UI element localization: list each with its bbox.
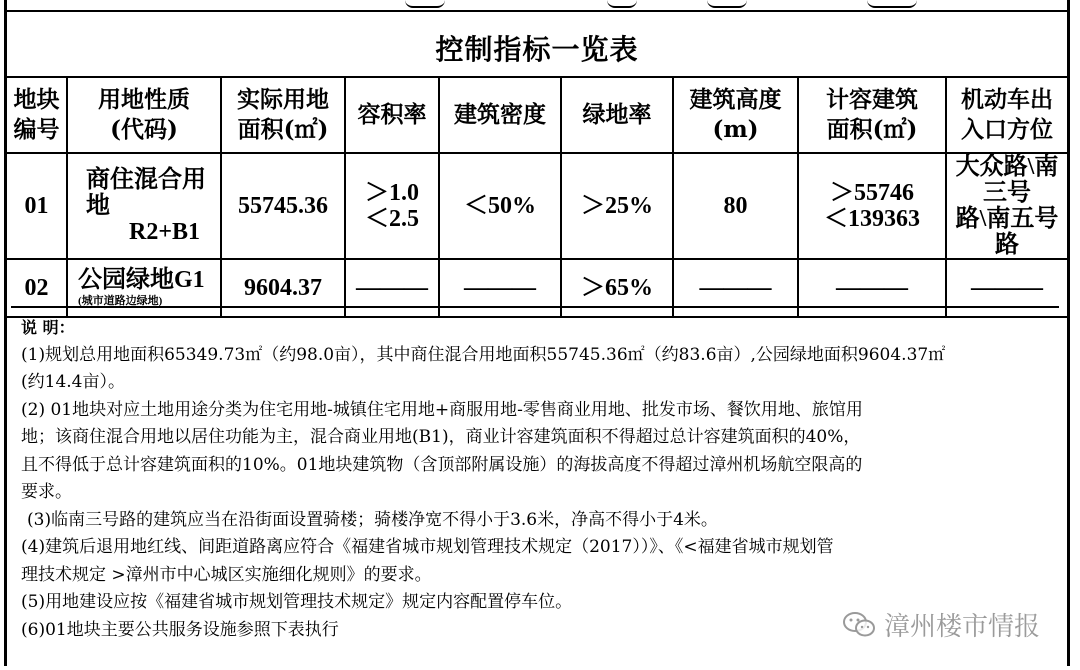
note-2-cont: 地；该商住混合用地以居住功能为主，混合商业用地(B1)，商业计容建筑面积不得超过总计容建筑面积的40%， (21, 427, 861, 447)
header-vehicle-entry: 机动车出 入口方位 (946, 77, 1067, 153)
header-density: 建筑密度 (439, 77, 561, 153)
cell-density: ——— (439, 259, 561, 317)
cell-green-ratio: ＞25% (561, 153, 673, 259)
header-row (7, 77, 1067, 153)
note-3: (3)临南三号路的建筑应当在沿街面设置骑楼；骑楼净宽不得小于3.6米，净高不得小于4米。 (27, 509, 718, 530)
cropped-glyph (707, 0, 747, 8)
cell-gfa: ＞55746 ＜139363 (798, 153, 946, 259)
note-2-cont: 要求。 (21, 482, 72, 502)
header-actual-area: 实际用地 面积(㎡) (221, 77, 345, 153)
control-index-table (7, 76, 1067, 342)
header-plot-no: 地块 编号 (7, 77, 67, 153)
wechat-watermark (836, 604, 1046, 645)
watermark-text: 漳州楼市情报 (884, 612, 1041, 642)
header-green-ratio: 绿地率 (561, 77, 673, 153)
wechat-icon (842, 611, 876, 639)
cell-gfa: ——— (798, 259, 946, 317)
cell-vehicle-entry: 大众路\南三号 路\南五号路 (946, 153, 1067, 259)
cell-plot-no: 01 (7, 153, 67, 259)
table-row (7, 153, 1067, 259)
cell-far: ——— (345, 259, 439, 317)
cell-vehicle-entry: ——— (946, 259, 1067, 317)
cropped-glyph (405, 0, 445, 8)
cell-area: 55745.36 (221, 153, 345, 259)
note-6: (6)01地块主要公共服务设施参照下表执行 (21, 619, 339, 640)
cell-height: 80 (673, 153, 798, 259)
cell-far: ＞1.0 ＜2.5 (345, 153, 439, 259)
cell-area: 9604.37 (221, 259, 345, 317)
note-2: (2) 01地块对应土地用途分类为住宅用地-城镇住宅用地+商服用地-零售商业用地、批发市场、餐饮用地、旅馆用 (21, 399, 863, 420)
note-1-cont: (约14.4亩）。 (21, 372, 125, 392)
table-title: 控制指标一览表 (435, 33, 639, 66)
cell-density: ＜50% (439, 153, 561, 259)
document-frame (4, 0, 1070, 666)
top-partial-row (7, 0, 1067, 10)
cell-height: ——— (673, 259, 798, 317)
notes-heading: 说 明： (21, 318, 75, 337)
note-4-cont: 理技术规定 >漳州市中心城区实施细化规则》的要求。 (21, 564, 432, 585)
note-5: (5)用地建设应按《福建省城市规划管理技术规定》规定内容配置停车位。 (21, 592, 573, 612)
header-far: 容积率 (345, 77, 439, 153)
cell-green-ratio: ＞65% (561, 259, 673, 317)
cell-land-use: 公园绿地G1 (城市道路边绿地) (67, 259, 221, 317)
cell-land-use: 商住混合用地 R2+B1 (67, 153, 221, 259)
table-title-row (7, 10, 1067, 76)
cropped-glyph (867, 0, 917, 8)
header-land-use: 用地性质 (代码) (67, 77, 221, 153)
cropped-glyph (607, 0, 637, 8)
note-4: (4)建筑后退用地红线、间距道路离应符合《福建省城市规划管理技术规定（2017））》、《<福建省城市规划管 (21, 537, 834, 557)
header-building-height: 建筑高度 (m) (673, 77, 798, 153)
note-1: (1)规划总用地面积65349.73㎡（约98.0亩），其中商住混合用地面积55745.36㎡（约83.6亩）,公园绿地面积9604.37㎡ (21, 344, 946, 365)
cell-plot-no: 02 (7, 259, 67, 317)
header-gfa: 计容建筑 面积(㎡) (798, 77, 946, 153)
note-2-cont: 且不得低于总计容建筑面积的10%。01地块建筑物（含顶部附属设施）的海拔高度不得超过漳州机场航空限高的 (21, 454, 863, 475)
